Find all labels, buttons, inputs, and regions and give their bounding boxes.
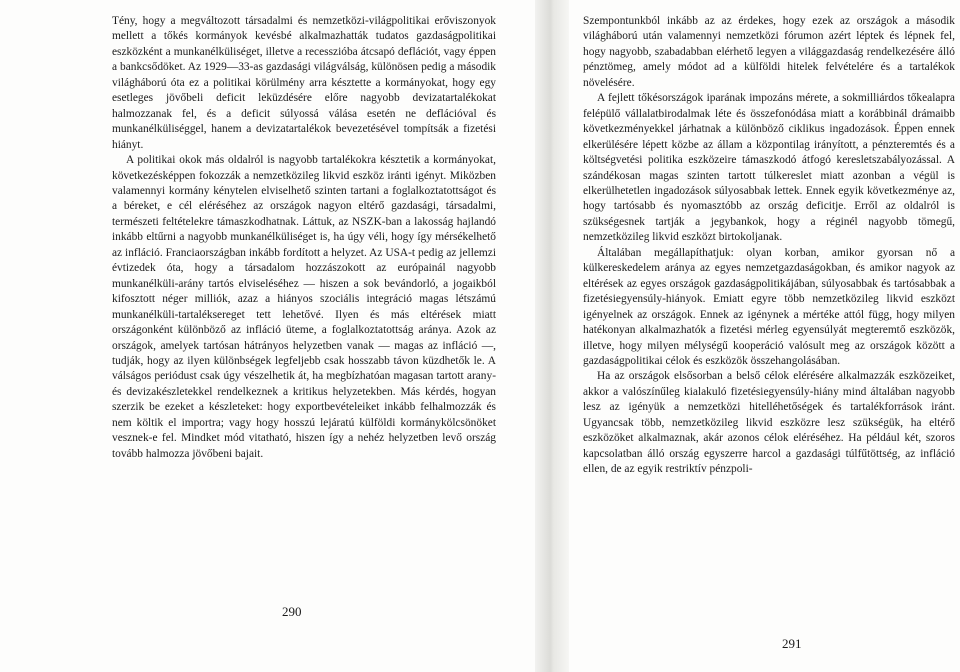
left-page — [112, 14, 496, 462]
right-paragraph-1: Szempontunkból inkább az az érdekes, hogy ezek az országok a második világháború után valamennyi nemzetközi fórumon azért léptek és lépnek fel, hogy nagyobb, szabadabban elérhető legyen a világgazdaság rendelkezésére álló pénztömeg, amely módot ad a külföldi hitelek felvételére és a tartalékok növelésére. — [583, 15, 955, 89]
left-paragraph-1: Tény, hogy a megváltozott társadalmi és nemzetközi-világpolitikai erőviszonyok mellett a tőkés kormányok kevésbé alkalmazhatták tudatos gazdaságpolitikai eszközként a munkanélküliséget, illetve a recesszióba átcsapó deflációt, vagy éppen a bankcsődöket. Az 1929—33-as gazdasági világválság, különösen pedig a második világháború óta ez a politikai körülmény arra késztette a kormányokat, hogy egy esetleges jövőbeli deficit leküzdésére előre nagyobb devizatartalékokat halmozzanak fel, és a deficit súlyossá válása esetén ne deflációval és munkanélküliséggel, hanem a devizatartalékok bevezetésével tompítsák a fizetési hiányt. — [112, 15, 496, 151]
right-paragraph-3: Általában megállapíthatjuk: olyan korban, amikor gyorsan nő a külkereskedelem aránya az egyes nemzetgazdaságokban, és amikor nagyok az eltérések az egyes országok gazdaságpolitikájában, súlyosabbak és tartósabbak a fizetésiegyensúly-hiányok. Emiatt egyre több nemzetközileg likvid eszközt igényelnek az országok. Ennek az igénynek a mértéke attól függ, hogy milyen hatékonyan alkalmazhatók a fizetési mérleg egyensúlyát megteremtő eszközök, illetve, hogy milyen mélységű kooperáció valósult meg az országok között a gazdaságpolitikai célok és eszközök összehangolásában. — [583, 246, 955, 367]
left-paragraph-2: A politikai okok más oldalról is nagyobb tartalékokra késztetik a kormányokat, következésképpen fokozzák a nemzetközileg likvid eszköz iránti igényt. Miközben valamennyi kormány kénytelen elviselhető szinten tartani a foglalkoztatottságot és a béreket, e cél eléréséhez az országok nagyon eltérő gazdasági, társadalmi, természeti feltételekre támaszkodhatnak. Láttuk, az NSZK-ban a lakosság hajlandó inkább eltűrni a nagyobb munkanélküliséget is, ha úgy véli, hogy így mérsékelhető az infláció. Franciaországban inkább fordított a helyzet. Az USA-t pedig az jellemzi évtizedek óta, hogy a társadalom hozzászokott az európainál nagyobb munkanélküli-arány tartós elviseléséhez — hiszen a sok bevándorló, a jogaikból kifosztott néger milliók, azaz a hiányos szociális integráció magas létszámú munkanélküli-tartaléksereget tett lehetővé. Ilyen és más eltérések miatt országonként különböző az infláció üteme, a foglalkoztatottság aránya. Azok az országok, amelyek tartósan hátrányos helyzetben vanak — magas az infláció —, tudják, hogy az ilyen különbségek legfeljebb csak hosszabb távon küzdhetők le. A válságos periódust csak úgy vészelhetik át, ha megbízhatóan magasan tartott arany- és devizakészletekkel rendelkeznek a kritikus helyzetekben. Más kérdés, hogyan szerzik be ezeket a készleteket: hogy exportbevételeiket inkább felhalmozzák és nem költik el importra; vagy hogy hosszú lejáratú külföldi kormánykölcsönöket vesznek-e fel. Mindket mód vitatható, hiszen így a nehéz helyzetben levő ország tovább halmozza jövőbeni bajait. — [112, 154, 496, 460]
right-paragraph-4: Ha az országok elsősorban a belső célok elérésére alkalmazzák eszközeiket, akkor a valószínűleg kialakuló fizetésiegyensúly-hiány mind általában nagyobb lesz az igényük a nemzetközi hitelléhetőségek és tartalékforrások iránt. Ugyancsak több, nemzetközileg likvid eszközre lesz szükségük, ha eltérő eszközöket alkalmaznak, akár azonos célok eléréséhez. Ha például két, szoros kapcsolatban álló ország egyszerre harcol a gazdasági túlfűtöttség, az infláció ellen, de az egyik restriktív pénzpoli- — [583, 370, 955, 476]
left-page-number: 290 — [282, 604, 302, 619]
right-paragraph-2: A fejlett tőkésországok iparának impozáns mérete, a sokmilliárdos tőkealapra felépülő vállalatbirodalmak léte és összefonódása miatt a korábbinál drámaibb következményekkel járhatnak a különböző ciklikus ingadozások. Éppen ennek elkerülésére lépett közbe az állam a központilag irányított, a pénzteremtés és a költségvetési politika eszközeire támaszkodó átfogó keresletszabályozással. A szándékosan magas szinten tartott túlkereslet miatt azonban a végül is elkerülhetetlen ingadozások súlyosabbak lettek. Ennek egyik következménye az, hogy tartósabb és nyomasztóbb az ország deficitje. Erről az oldalról is szükségesnek tartják a jegybankok, hogy a réginél nagyobb tömegű, nemzetközileg likvid eszközt birtokoljanak. — [583, 92, 955, 244]
book-gutter — [535, 0, 569, 672]
right-page — [583, 14, 955, 478]
right-page-number: 291 — [782, 636, 802, 651]
